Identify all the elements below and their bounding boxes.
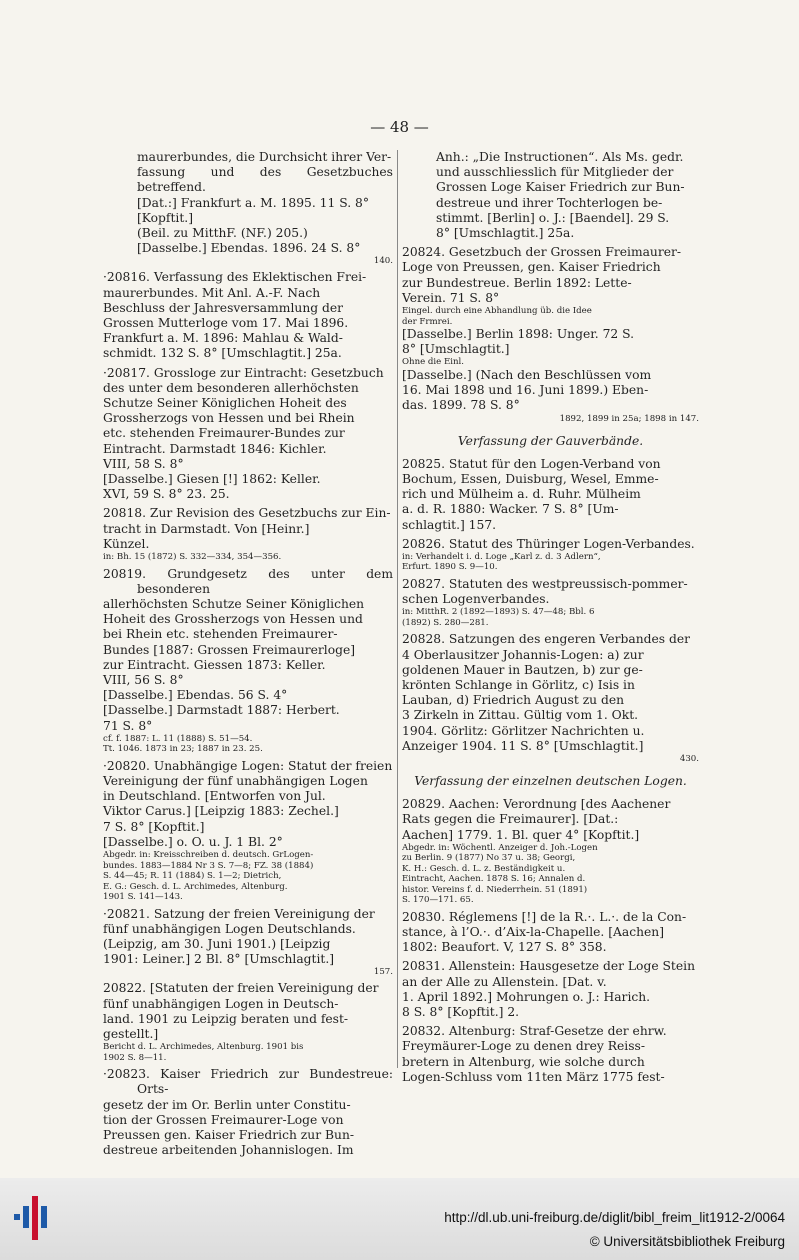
- entry-line: und ausschliesslich für Mitglieder der: [436, 165, 674, 180]
- library-logo-icon: [12, 1190, 52, 1246]
- entry-note-line: (1892) S. 280—281.: [402, 617, 489, 628]
- bibliography-entry: [402, 959, 699, 1020]
- entry-line: des unter dem besonderen allerhöchsten: [103, 380, 359, 395]
- entry-line: Viktor Carus.] [Leipzig 1883: Zechel.]: [103, 804, 339, 819]
- entry-line: 20824. Gesetzbuch der Grossen Freimaurer-: [402, 245, 682, 260]
- entry-line: 20832. Altenburg: Straf-Gesetze der ehrw.: [402, 1024, 667, 1039]
- entry-line: zur Bundestreue. Berlin 1892: Lette-: [402, 275, 632, 290]
- entry-line: 8° [Umschlagtit.] 25a.: [436, 226, 575, 241]
- entry-line: VIII, 58 S. 8°: [103, 456, 184, 471]
- entry-line: stance, à l’O.·. d’Aix-la-Chapelle. [Aachen]: [402, 925, 665, 940]
- entry-line: ·20823. Kaiser Friedrich zur Bundestreue: Orts-: [103, 1067, 393, 1097]
- entry-note-line: Eintracht, Aachen. 1878 S. 16; Annalen d.: [402, 874, 586, 885]
- entry-line: destreue arbeitenden Johannislogen. Im: [103, 1143, 354, 1158]
- bibliography-entry: [402, 910, 699, 956]
- entry-line: schlagtit.] 157.: [402, 517, 497, 532]
- entry-line: (Leipzig, am 30. Juni 1901.) [Leipzig: [103, 936, 331, 951]
- entry-line: Aachen] 1779. 1. Bl. quer 4° [Kopftit.]: [402, 827, 640, 842]
- viewer-footer: [0, 1178, 799, 1260]
- entry-note-line: zu Berlin. 9 (1877) No 37 u. 38; Georgi,: [402, 853, 576, 864]
- entry-line: 1901: Leiner.] 2 Bl. 8° [Umschlagtit.]: [103, 952, 335, 967]
- entry-line: stimmt. [Berlin] o. J.: [Baendel]. 29 S.: [436, 210, 670, 225]
- entry-line: schmidt. 132 S. 8° [Umschlagtit.] 25a.: [103, 346, 342, 361]
- entry-line: 4 Oberlausitzer Johannis-Logen: a) zur: [402, 647, 644, 662]
- entry-line: Grossherzogs von Hessen und bei Rhein: [103, 411, 355, 426]
- entry-line: krönten Schlange in Görlitz, c) Isis in: [402, 677, 635, 692]
- bibliography-entry: [402, 632, 699, 764]
- entry-line: Grossen Loge Kaiser Friedrich zur Bun-: [436, 180, 685, 195]
- entry-note-line: K. H.: Gesch. d. L. z. Beständigkeit u.: [402, 863, 566, 874]
- entry-line: XVI, 59 S. 8° 23. 25.: [103, 487, 230, 502]
- entry-line: Lauban, d) Friedrich August zu den: [402, 693, 625, 708]
- entry-line: Preussen gen. Kaiser Friedrich zur Bun-: [103, 1127, 355, 1142]
- holding-reference: 430.: [679, 754, 699, 764]
- bibliography-entry: [103, 567, 393, 755]
- entry-line: a. d. R. 1880: Wacker. 7 S. 8° [Um-: [402, 502, 619, 517]
- entry-line: 20826. Statut des Thüringer Logen-Verbandes.: [402, 536, 695, 551]
- entry-note-line: Bericht d. L. Archimedes, Altenburg. 1901 bis: [103, 1042, 304, 1053]
- entry-line: Schutze Seiner Königlichen Hoheit des: [103, 396, 347, 411]
- entry-note-line: Abgedr. in: Kreisschreiben d. deutsch. GrLogen-: [103, 850, 314, 861]
- entry-line: [Kopftit.]: [137, 210, 194, 225]
- entry-line: schen Logenverbandes.: [402, 592, 550, 607]
- entry-line: 16. Mai 1898 und 16. Juni 1899.) Eben-: [402, 383, 649, 398]
- entry-line: an der Alle zu Allenstein. [Dat. v.: [402, 974, 607, 989]
- bibliography-entry: [103, 759, 393, 903]
- entry-line: 20827. Statuten des westpreussisch-pommer-: [402, 576, 688, 591]
- entry-line: Vereinigung der fünf unabhängigen Logen: [103, 774, 368, 789]
- entry-line: 1904. Görlitz: Görlitzer Nachrichten u.: [402, 723, 645, 738]
- entry-line: destreue und ihrer Tochterlogen be-: [436, 195, 663, 210]
- section-heading: Verfassung der Gauverbände.: [457, 433, 644, 448]
- holding-reference: 140.: [373, 256, 393, 267]
- entry-line: Frankfurt a. M. 1896: Mahlau & Wald-: [103, 331, 343, 346]
- entry-line: 20829. Aachen: Verordnung [des Aachener: [402, 797, 671, 812]
- entry-line: 20828. Satzungen des engeren Verbandes der: [402, 632, 691, 647]
- entry-line: Beschluss der Jahresversammlung der: [103, 300, 344, 315]
- entry-line: Bundes [1887: Grossen Freimaurerloge]: [103, 642, 356, 657]
- entry-line: Verein. 71 S. 8°: [402, 290, 500, 305]
- entry-note-line: Eingel. durch eine Abhandlung üb. die Idee: [402, 306, 592, 317]
- entry-line: ·20820. Unabhängige Logen: Statut der freien: [103, 758, 393, 773]
- entry-note-line: in: Verhandelt i. d. Loge „Karl z. d. 3 Adlern“,: [402, 551, 601, 562]
- entry-continuation: [402, 150, 699, 241]
- bibliography-entry: [103, 1067, 393, 1158]
- entry-line: maurerbundes, die Durchsicht ihrer Ver-: [137, 150, 392, 164]
- bibliography-entry: [103, 366, 393, 503]
- entry-line: 71 S. 8°: [103, 718, 153, 733]
- entry-line: [Dasselbe.] Ebendas. 1896. 24 S. 8°: [137, 241, 361, 256]
- entry-note-line: Erfurt. 1890 S. 9—10.: [402, 562, 498, 573]
- entry-line: Anh.: „Die Instructionen“. Als Ms. gedr.: [436, 150, 684, 164]
- entry-line: 1. April 1892.] Mohrungen o. J.: Harich.: [402, 989, 651, 1004]
- entry-line: [Dasselbe.] Berlin 1898: Unger. 72 S.: [402, 327, 635, 342]
- entry-line: goldenen Mauer in Bautzen, b) zur ge-: [402, 662, 643, 677]
- entry-line: Künzel.: [103, 536, 150, 551]
- entry-line: allerhöchsten Schutze Seiner Königlichen: [103, 596, 365, 611]
- bibliography-entry: [402, 537, 699, 573]
- entry-line: fünf unabhängigen Logen in Deutsch-: [103, 996, 339, 1011]
- entry-line: 1802: Beaufort. V, 127 S. 8° 358.: [402, 940, 607, 955]
- bibliography-entry: [402, 1024, 699, 1085]
- entry-line: in Deutschland. [Entworfen von Jul.: [103, 789, 326, 804]
- entry-note-line: 1902 S. 8—11.: [103, 1052, 167, 1063]
- right-column: [402, 150, 699, 1089]
- entry-line: Freymäurer-Loge zu denen drey Reiss-: [402, 1039, 645, 1054]
- entry-line: [Dasselbe.] Giesen [!] 1862: Keller.: [103, 472, 321, 487]
- entry-line: rich und Mülheim a. d. Ruhr. Mülheim: [402, 487, 641, 502]
- copyright-notice: © Universitätsbibliothek Freiburg: [589, 1234, 785, 1249]
- entry-line: 20830. Réglemens [!] de la R.·. L.·. de la Con-: [402, 909, 687, 924]
- entry-line: land. 1901 zu Leipzig beraten und fest-: [103, 1011, 349, 1026]
- entry-line: 7 S. 8° [Kopftit.]: [103, 819, 205, 834]
- entry-line: Grossen Mutterloge vom 17. Mai 1896.: [103, 316, 349, 331]
- entry-line: Anzeiger 1904. 11 S. 8° [Umschlagtit.]: [402, 738, 644, 753]
- entry-note-line: cf. f. 1887: L. 11 (1888) S. 51—54.: [103, 733, 253, 744]
- entry-line: bretern in Altenburg, wie solche durch: [402, 1054, 645, 1069]
- entry-line: das. 1899. 78 S. 8°: [402, 398, 520, 413]
- bibliography-entry: [402, 577, 699, 628]
- entry-line: gesetz der im Or. Berlin unter Constitu-: [103, 1097, 351, 1112]
- entry-note-line: E. G.: Gesch. d. L. Archimedes, Altenburg.: [103, 881, 288, 892]
- page-number: — 48 —: [370, 118, 429, 136]
- entry-continuation: [103, 150, 393, 266]
- entry-line: [Dasselbe.] Ebendas. 56 S. 4°: [103, 688, 288, 703]
- entry-line: Loge von Preussen, gen. Kaiser Friedrich: [402, 260, 661, 275]
- permalink-url[interactable]: http://dl.ub.uni-freiburg.de/diglit/bibl_freim_lit1912-2/0064: [444, 1210, 785, 1225]
- holding-reference: 157.: [373, 967, 393, 978]
- entry-line: 3 Zirkeln in Zittau. Gültig vom 1. Okt.: [402, 708, 639, 723]
- entry-line: 20822. [Statuten der freien Vereinigung der: [103, 981, 379, 996]
- entry-line: 20819. Grundgesetz des unter dem besonderen: [103, 566, 393, 596]
- entry-line: 8 S. 8° [Kopftit.] 2.: [402, 1005, 520, 1020]
- entry-line: bei Rhein etc. stehenden Freimaurer-: [103, 627, 338, 642]
- entry-line: 8° [Umschlagtit.]: [402, 342, 510, 357]
- entry-note-line: bundes. 1883—1884 Nr 3 S. 7—8; FZ. 38 (1884): [103, 860, 314, 871]
- entry-line: (Beil. zu MitthF. (NF.) 205.): [137, 226, 308, 241]
- bibliography-entry: [103, 506, 393, 562]
- entry-note-line: S. 170—171. 65.: [402, 895, 474, 906]
- entry-line: Hoheit des Grossherzogs von Hessen und: [103, 612, 363, 627]
- holding-reference: 1892, 1899 in 25a; 1898 in 147.: [559, 413, 699, 424]
- entry-line: maurerbundes. Mit Anl. A.-F. Nach: [103, 285, 321, 300]
- entry-line: gestellt.]: [103, 1026, 159, 1041]
- bibliography-entry: [402, 457, 699, 533]
- entry-note-line: S. 44—45; R. 11 (1884) S. 1—2; Dietrich,: [103, 871, 282, 882]
- entry-note-line: histor. Vereins f. d. Niederrhein. 51 (1891): [402, 884, 588, 895]
- entry-line: ·20816. Verfassung des Eklektischen Frei-: [103, 270, 367, 285]
- entry-line: tracht in Darmstadt. Von [Heinr.]: [103, 521, 310, 536]
- entry-line: [Dasselbe.] o. O. u. J. 1 Bl. 2°: [103, 834, 283, 849]
- entry-note-line: Abgedr. in: Wöchentl. Anzeiger d. Joh.-Logen: [402, 842, 598, 853]
- entry-line: Eintracht. Darmstadt 1846: Kichler.: [103, 441, 327, 456]
- entry-note-line: der Frmrei.: [402, 316, 453, 327]
- entry-note-line: Ohne die Einl.: [402, 357, 465, 368]
- entry-line: 20825. Statut für den Logen-Verband von: [402, 456, 661, 471]
- entry-note-line: in: Bh. 15 (1872) S. 332—334, 354—356.: [103, 552, 282, 563]
- column-divider: [397, 150, 398, 1068]
- entry-line: 20831. Allenstein: Hausgesetze der Loge Stein: [402, 959, 695, 974]
- entry-line: Logen-Schluss vom 11ten März 1775 fest-: [402, 1069, 665, 1084]
- bibliography-entry: [103, 270, 393, 361]
- entry-line: ·20817. Grossloge zur Eintracht: Gesetzbuch: [103, 365, 384, 380]
- entry-line: Bochum, Essen, Duisburg, Wesel, Emme-: [402, 471, 659, 486]
- entry-line: 20818. Zur Revision des Gesetzbuchs zur Ein-: [103, 506, 391, 521]
- entry-line: fünf unabhängigen Logen Deutschlands.: [103, 921, 356, 936]
- entry-line: ·20821. Satzung der freien Vereinigung der: [103, 906, 375, 921]
- entry-line: etc. stehenden Freimaurer-Bundes zur: [103, 426, 345, 441]
- entry-line: fassung und des Gesetzbuches betreffend.: [137, 165, 393, 195]
- entry-line: VIII, 56 S. 8°: [103, 673, 184, 687]
- entry-note-line: Tt. 1046. 1873 in 23; 1887 in 23. 25.: [103, 744, 263, 755]
- left-column: [103, 150, 393, 1162]
- bibliography-entry: [402, 797, 699, 906]
- entry-note-line: in: MitthR. 2 (1892—1893) S. 47—48; Bbl. 6: [402, 607, 595, 618]
- entry-line: [Dasselbe.] (Nach den Beschlüssen vom: [402, 367, 652, 382]
- entry-note-line: 1901 S. 141—143.: [103, 892, 183, 903]
- entry-line: tion der Grossen Freimaurer-Loge von: [103, 1112, 344, 1127]
- section-heading: Verfassung der einzelnen deutschen Logen.: [414, 774, 687, 788]
- entry-line: [Dasselbe.] Darmstadt 1887: Herbert.: [103, 703, 340, 718]
- entry-line: [Dat.:] Frankfurt a. M. 1895. 11 S. 8°: [137, 195, 370, 210]
- bibliography-entry: [103, 981, 393, 1063]
- bibliography-entry: [402, 245, 699, 423]
- entry-line: zur Eintracht. Giessen 1873: Keller.: [103, 657, 326, 672]
- bibliography-entry: [103, 907, 393, 978]
- entry-line: Rats gegen die Freimaurer]. [Dat.:: [402, 812, 619, 827]
